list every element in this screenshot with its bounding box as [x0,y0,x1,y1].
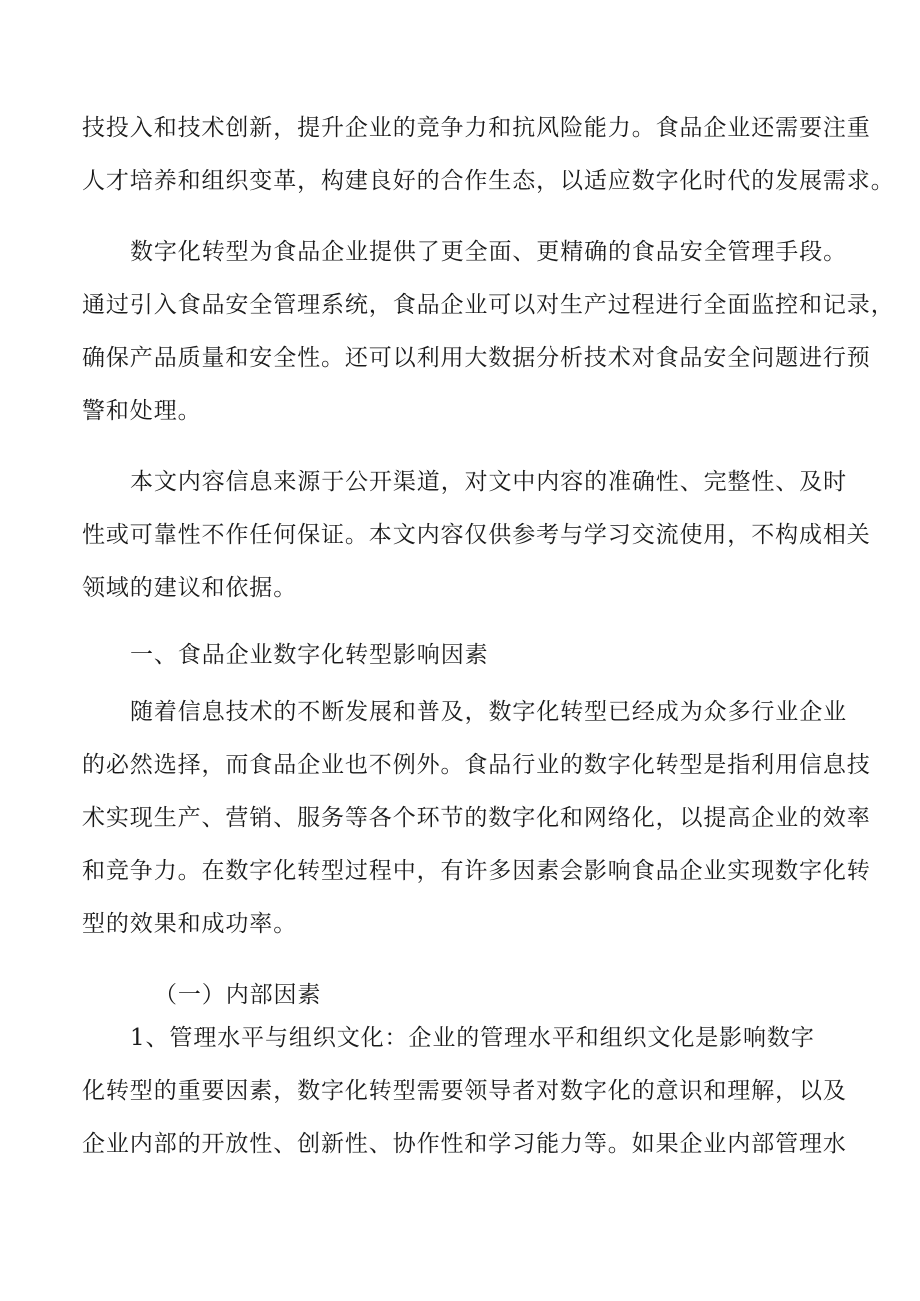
paragraph-line: 警和处理。 [82,398,202,424]
paragraph-line: 的必然选择，而食品企业也不例外。食品行业的数字化转型是指利用信息技 [82,752,871,778]
paragraph-line: 化转型的重要因素，数字化转型需要领导者对数字化的意识和理解，以及 [82,1078,847,1104]
paragraph-line: 确保产品质量和安全性。还可以利用大数据分析技术对食品安全问题进行预 [82,345,871,371]
paragraph-line: 人才培养和组织变革，构建良好的合作生态，以适应数字化时代的发展需求。 [82,168,895,194]
paragraph-line: 通过引入食品安全管理系统，食品企业可以对生产过程进行全面监控和记录， [82,292,895,318]
paragraph-line: 和竞争力。在数字化转型过程中，有许多因素会影响食品企业实现数字化转 [82,858,871,884]
paragraph-line: 数字化转型为食品企业提供了更全面、更精确的食品安全管理手段。 [130,239,847,265]
disclaimer-line: 本文内容信息来源于公开渠道，对文中内容的准确性、完整性、及时 [130,469,847,495]
paragraph-line: 型的效果和成功率。 [82,911,298,937]
disclaimer-line: 性或可靠性不作任何保证。本文内容仅供参考与学习交流使用，不构成相关 [82,522,871,548]
paragraph-line: 术实现生产、营销、服务等各个环节的数字化和网络化，以提高企业的效率 [82,805,871,831]
paragraph-line: 随着信息技术的不断发展和普及，数字化转型已经成为众多行业企业 [130,699,847,725]
section-heading: 一、食品企业数字化转型影响因素 [130,642,489,668]
paragraph-line: 企业内部的开放性、创新性、协作性和学习能力等。如果企业内部管理水 [82,1131,847,1157]
paragraph-line: 技投入和技术创新，提升企业的竞争力和抗风险能力。食品企业还需要注重 [82,115,871,141]
disclaimer-line: 领域的建议和依据。 [82,575,298,601]
paragraph-line: 1、管理水平与组织文化：企业的管理水平和组织文化是影响数字 [130,1025,815,1051]
subsection-heading: （一）内部因素 [154,982,322,1008]
